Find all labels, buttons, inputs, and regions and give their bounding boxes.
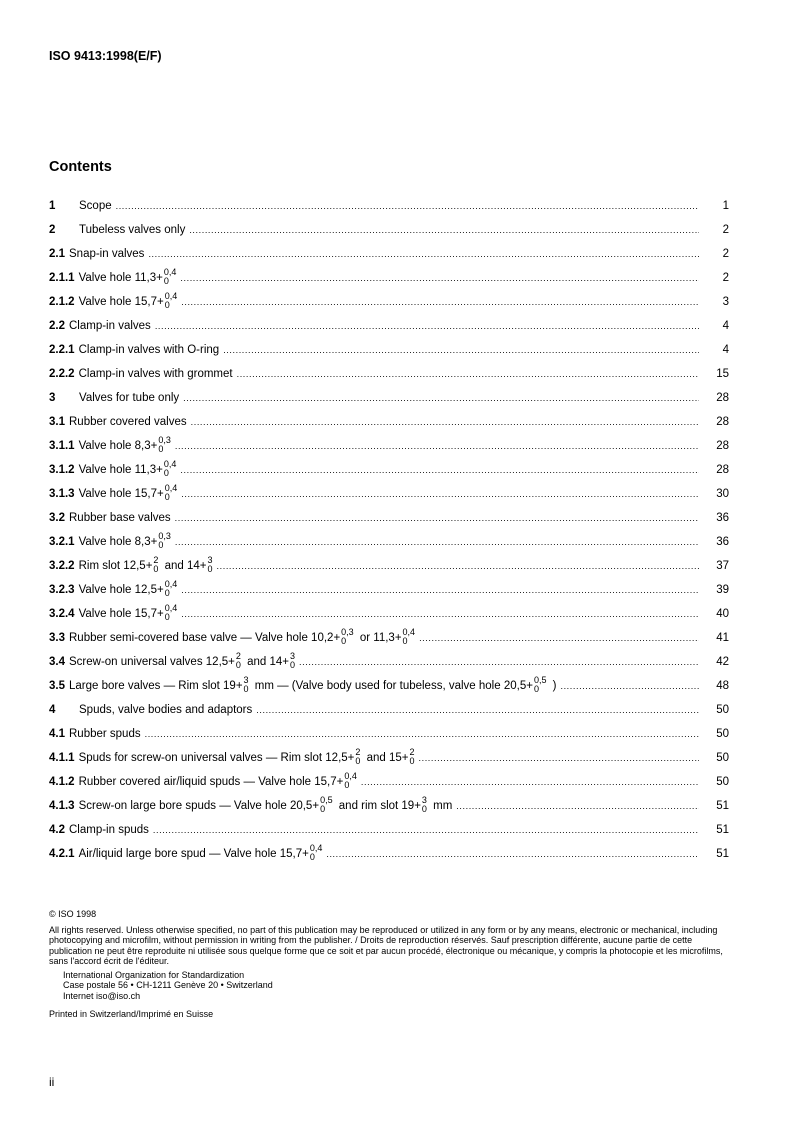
toc-entry-title-part: Clamp-in valves with grommet <box>78 368 233 380</box>
tolerance-lower: 0 <box>344 780 350 790</box>
toc-entry-number: 4.1.3 <box>49 800 75 812</box>
org-name: International Organization for Standardization <box>63 969 245 980</box>
toc-entry-number: 3.1.2 <box>49 464 75 476</box>
toc-entry-number: 3.2.3 <box>49 584 75 596</box>
tolerance-lower: 0 <box>355 756 361 766</box>
tolerance-upper: 3 <box>243 675 249 685</box>
toc-entry[interactable] <box>49 674 729 698</box>
toc-entry-number: 3 <box>49 392 56 404</box>
tolerance <box>208 556 213 574</box>
dot-leader <box>299 657 699 674</box>
toc-entry-title-part: ) <box>549 680 557 693</box>
tolerance <box>341 628 354 646</box>
tolerance-lower: 0 <box>409 756 415 766</box>
toc-entry-title-part: Valves for tube only <box>79 392 180 404</box>
tolerance-plus-sign: + <box>157 296 164 309</box>
toc-entry-title <box>79 485 178 503</box>
toc-entry-number: 4.2.1 <box>49 848 75 860</box>
toc-entry[interactable] <box>49 794 729 818</box>
tolerance-plus-sign: + <box>282 656 289 669</box>
tolerance-plus-sign: + <box>394 632 402 645</box>
tolerance-lower: 0 <box>320 804 326 814</box>
tolerance-plus-sign: + <box>347 752 355 765</box>
tolerance-upper: 3 <box>207 555 213 565</box>
toc-entry-title <box>69 824 149 836</box>
copyright-line: © ISO 1998 <box>49 909 97 919</box>
tolerance <box>164 268 177 286</box>
tolerance-lower: 0 <box>158 444 164 454</box>
toc-entry[interactable] <box>49 410 729 434</box>
toc-entry-page: 28 <box>716 464 729 476</box>
tolerance-lower: 0 <box>533 684 539 694</box>
toc-entry-number: 2.2 <box>49 320 65 332</box>
toc-entry-title <box>69 320 151 332</box>
toc-entry[interactable] <box>49 314 729 338</box>
toc-entry-title-part: Valve hole 12,5 <box>78 584 158 597</box>
tolerance-upper: 2 <box>153 555 159 565</box>
tolerance-lower: 0 <box>309 852 315 862</box>
toc-entry-title-part: Scope <box>79 200 112 212</box>
dot-leader <box>361 777 699 794</box>
tolerance <box>236 652 241 670</box>
toc-entry-number: 3.4 <box>49 656 65 668</box>
toc-entry-title-part: Snap-in valves <box>69 248 145 260</box>
toc-entry-title-part: Large bore valves — Rim slot 19 <box>69 680 236 693</box>
dot-leader <box>181 609 699 626</box>
toc-entry-title <box>79 368 233 380</box>
tolerance-plus-sign: + <box>414 800 421 813</box>
toc-entry-title <box>79 581 178 599</box>
tolerance-plus-sign: + <box>333 632 341 645</box>
rights-statement: All rights reserved. Unless otherwise specified, no part of this publication may be reproduced or utilized in any form or by any means, electronic or mechanical, including photocopying and microfilm, without permission in writing from the publisher. / Droits de reproduction réservés. Sauf prescription différente, aucune partie de cette publication ne peut être reproduite ni utilisée sous quelque forme que ce soit et par aucun procédé, électronique ou mécanique, y compris la photocopie et les microfilms, sans l'accord écrit de l'éditeur. <box>49 924 723 966</box>
toc-entry-title <box>79 749 415 767</box>
tolerance-plus-sign: + <box>157 608 164 621</box>
toc-entry-number: 3.2 <box>49 512 65 524</box>
toc-entry[interactable] <box>49 194 729 218</box>
toc-entry-title <box>69 248 144 260</box>
toc-entry-title <box>79 437 171 455</box>
tolerance <box>244 676 249 694</box>
dot-leader <box>183 393 699 410</box>
tolerance-upper: 0,4 <box>309 843 323 853</box>
toc-entry-number: 2.1.2 <box>49 296 75 308</box>
tolerance <box>310 844 323 862</box>
tolerance-upper: 3 <box>290 651 296 661</box>
toc-entry-number: 3.2.1 <box>49 536 75 548</box>
toc-entry-number: 3.1.1 <box>49 440 75 452</box>
dot-leader <box>456 801 699 818</box>
dot-leader <box>181 297 699 314</box>
dot-leader <box>175 441 699 458</box>
toc-entry-title <box>79 704 252 716</box>
toc-entry[interactable] <box>49 578 729 602</box>
toc-entry-page: 37 <box>716 560 729 572</box>
tolerance-upper: 2 <box>409 747 415 757</box>
toc-entry-page: 36 <box>716 536 729 548</box>
toc-entry-title <box>69 512 171 524</box>
toc-entry[interactable] <box>49 698 729 722</box>
toc-entry[interactable] <box>49 770 729 794</box>
toc-entry-title-part: Valve hole 8,3 <box>78 440 151 453</box>
tolerance-lower: 0 <box>164 612 170 622</box>
tolerance-plus-sign: + <box>150 440 158 453</box>
tolerance-upper: 0,4 <box>164 291 178 301</box>
tolerance <box>290 652 295 670</box>
toc-entry[interactable] <box>49 818 729 842</box>
toc-entry[interactable] <box>49 458 729 482</box>
toc-entry-page: 42 <box>716 656 729 668</box>
tolerance-lower: 0 <box>164 300 170 310</box>
dot-leader <box>326 849 699 866</box>
contents-heading: Contents <box>49 159 112 175</box>
tolerance-lower: 0 <box>421 804 427 814</box>
toc-entry-title <box>79 797 453 815</box>
toc-entry-title-part: Spuds for screw-on universal valves — Rim slot 12,5 <box>78 752 348 765</box>
tolerance-lower: 0 <box>153 564 159 574</box>
toc-entry-title-part: and 14 <box>161 560 200 573</box>
tolerance-lower: 0 <box>163 276 169 286</box>
toc-entry[interactable] <box>49 290 729 314</box>
toc-entry-page: 3 <box>722 296 729 308</box>
tolerance-upper: 0,5 <box>320 795 333 805</box>
toc-entry[interactable] <box>49 602 729 626</box>
tolerance-plus-sign: + <box>157 488 164 501</box>
tolerance-lower: 0 <box>163 468 169 478</box>
dot-leader <box>175 537 699 554</box>
toc-entry[interactable] <box>49 626 729 650</box>
toc-entry-title-part: Rubber semi-covered base valve — Valve hole 10,2 <box>69 632 334 645</box>
toc-entry[interactable] <box>49 506 729 530</box>
tolerance-plus-sign: + <box>156 272 163 285</box>
toc-entry-title-part: Valve hole 15,7 <box>78 296 158 309</box>
toc-entry-page: 40 <box>716 608 729 620</box>
toc-entry-title-part: Rubber spuds <box>69 728 141 740</box>
toc-entry-page: 41 <box>716 632 729 644</box>
tolerance <box>534 676 547 694</box>
toc-entry[interactable] <box>49 650 729 674</box>
toc-entry-page: 36 <box>716 512 729 524</box>
toc-entry-title-part: Valve hole 15,7 <box>78 488 158 501</box>
toc-entry-number: 4.1 <box>49 728 65 740</box>
toc-entry-page: 2 <box>722 248 729 260</box>
tolerance-plus-sign: + <box>157 584 164 597</box>
copyright-notice <box>49 909 729 1020</box>
page-number: ii <box>49 1075 55 1089</box>
tolerance-lower: 0 <box>243 684 249 694</box>
toc-entry-title <box>79 533 171 551</box>
toc-entry-title-part: or 11,3 <box>356 632 395 645</box>
dot-leader <box>153 825 699 842</box>
tolerance-upper: 0,4 <box>164 579 178 589</box>
toc-entry-title <box>79 557 213 575</box>
toc-entry-title-part: Screw-on large bore spuds — Valve hole 20,5 <box>78 800 313 813</box>
toc-entry-page: 51 <box>716 824 729 836</box>
toc-entry[interactable] <box>49 266 729 290</box>
tolerance-plus-sign: + <box>145 560 153 573</box>
dot-leader <box>560 681 699 698</box>
toc-entry-title-part: Rubber covered air/liquid spuds — Valve hole 15,7 <box>78 776 337 789</box>
toc-entry-title-part: Rim slot 12,5 <box>78 560 146 573</box>
tolerance <box>158 532 171 550</box>
toc-entry[interactable] <box>49 746 729 770</box>
toc-entry-title <box>79 344 220 356</box>
tolerance <box>165 292 178 310</box>
tolerance <box>422 796 427 814</box>
tolerance <box>158 436 171 454</box>
tolerance-plus-sign: + <box>150 536 158 549</box>
tolerance <box>409 748 414 766</box>
toc-entry-number: 2.1 <box>49 248 65 260</box>
tolerance-lower: 0 <box>164 492 170 502</box>
dot-leader <box>191 417 699 434</box>
dot-leader <box>419 633 699 650</box>
tolerance <box>165 484 178 502</box>
toc-entry-page: 50 <box>716 776 729 788</box>
tolerance-upper: 0,3 <box>158 435 171 445</box>
table-of-contents <box>49 194 729 866</box>
toc-entry[interactable] <box>49 722 729 746</box>
toc-entry[interactable] <box>49 362 729 386</box>
tolerance-upper: 0,4 <box>164 483 178 493</box>
tolerance-upper: 0,4 <box>344 771 357 781</box>
toc-entry-number: 3.1 <box>49 416 65 428</box>
tolerance-plus-sign: + <box>228 656 235 669</box>
tolerance-upper: 0,5 <box>533 675 547 685</box>
tolerance-lower: 0 <box>290 660 296 670</box>
toc-entry-number: 2.2.1 <box>49 344 75 356</box>
dot-leader <box>217 561 699 578</box>
toc-entry[interactable] <box>49 530 729 554</box>
dot-leader <box>180 273 699 290</box>
toc-entry-number: 3.1.3 <box>49 488 75 500</box>
toc-entry-title <box>79 605 178 623</box>
tolerance <box>165 580 178 598</box>
tolerance-plus-sign: + <box>156 464 163 477</box>
toc-entry-page: 28 <box>716 440 729 452</box>
dot-leader <box>181 585 699 602</box>
toc-entry-title <box>79 269 177 287</box>
toc-entry-title-part: Air/liquid large bore spud — Valve hole 15,7 <box>78 848 303 861</box>
tolerance-lower: 0 <box>164 588 170 598</box>
toc-entry-title-part: Screw-on universal valves 12,5 <box>69 656 229 669</box>
tolerance-plus-sign: + <box>312 800 320 813</box>
dot-leader <box>180 465 699 482</box>
tolerance-upper: 2 <box>235 651 241 661</box>
toc-entry[interactable] <box>49 218 729 242</box>
tolerance <box>153 556 158 574</box>
toc-entry-title-part: mm — (Valve body used for tubeless, valve hole 20,5 <box>251 680 527 693</box>
printed-in: Printed in Switzerland/Imprimé en Suisse <box>49 1009 214 1019</box>
toc-entry-title <box>79 224 185 236</box>
toc-entry-title-part: Clamp-in spuds <box>69 824 149 836</box>
toc-entry-number: 3.5 <box>49 680 65 692</box>
toc-entry-title <box>69 629 415 647</box>
dot-leader <box>181 489 699 506</box>
toc-entry-title <box>69 416 187 428</box>
toc-entry-title-part: Tubeless valves only <box>79 224 186 236</box>
toc-entry-page: 2 <box>722 224 729 236</box>
toc-entry-title-part: Clamp-in valves with O-ring <box>78 344 220 356</box>
toc-entry-title-part: and 15 <box>363 752 402 765</box>
toc-entry-title-part: and rim slot 19 <box>335 800 415 813</box>
toc-entry-page: 50 <box>716 752 729 764</box>
toc-entry-page: 4 <box>722 344 729 356</box>
toc-entry[interactable] <box>49 434 729 458</box>
dot-leader <box>189 225 699 242</box>
toc-entry-page: 2 <box>722 272 729 284</box>
tolerance-upper: 0,3 <box>158 531 171 541</box>
dot-leader <box>175 513 699 530</box>
toc-entry-title-part: Valve hole 8,3 <box>78 536 151 549</box>
toc-entry-page: 50 <box>716 704 729 716</box>
tolerance-upper: 3 <box>421 795 427 805</box>
toc-entry[interactable] <box>49 482 729 506</box>
tolerance-plus-sign: + <box>526 680 533 693</box>
dot-leader <box>116 201 699 218</box>
toc-entry-page: 39 <box>716 584 729 596</box>
toc-entry-page: 50 <box>716 728 729 740</box>
tolerance-upper: 2 <box>355 747 361 757</box>
toc-entry-title-part: Valve hole 15,7 <box>78 608 158 621</box>
tolerance-upper: 0,4 <box>163 267 177 277</box>
toc-entry-number: 1 <box>49 200 56 212</box>
toc-entry-title <box>79 293 178 311</box>
toc-entry-page: 4 <box>722 320 729 332</box>
toc-entry-title-part: Spuds, valve bodies and adaptors <box>79 704 253 716</box>
toc-entry-title-part: Rubber base valves <box>69 512 171 524</box>
tolerance-upper: 0,4 <box>164 603 178 613</box>
tolerance-upper: 0,4 <box>402 627 416 637</box>
toc-entry-page: 15 <box>716 368 729 380</box>
toc-entry-title <box>79 845 323 863</box>
toc-entry-number: 4.1.1 <box>49 752 75 764</box>
tolerance <box>355 748 360 766</box>
toc-entry-number: 4 <box>49 704 56 716</box>
toc-entry-page: 28 <box>716 416 729 428</box>
toc-entry-title <box>69 728 141 740</box>
toc-entry-title-part: and 14 <box>243 656 283 669</box>
toc-entry-number: 2.1.1 <box>49 272 75 284</box>
toc-entry[interactable] <box>49 338 729 362</box>
toc-entry-title-part: Valve hole 11,3 <box>78 272 157 285</box>
toc-entry-number: 3.3 <box>49 632 65 644</box>
tolerance <box>344 772 357 790</box>
tolerance <box>403 628 416 646</box>
toc-entry-page: 1 <box>722 200 729 212</box>
tolerance-plus-sign: + <box>302 848 309 861</box>
tolerance-lower: 0 <box>235 660 241 670</box>
tolerance <box>320 796 333 814</box>
dot-leader <box>148 249 699 266</box>
tolerance <box>165 604 178 622</box>
dot-leader <box>419 753 700 770</box>
tolerance-lower: 0 <box>158 540 164 550</box>
document-header: ISO 9413:1998(E/F) <box>49 49 162 63</box>
dot-leader <box>237 369 699 386</box>
toc-entry-title-part: mm <box>429 800 453 813</box>
tolerance-lower: 0 <box>341 636 347 646</box>
toc-entry[interactable] <box>49 842 729 866</box>
tolerance-lower: 0 <box>402 636 408 646</box>
org-address: Case postale 56 • CH-1211 Genève 20 • Switzerland <box>63 980 273 990</box>
toc-entry-page: 28 <box>716 392 729 404</box>
tolerance-plus-sign: + <box>235 680 243 693</box>
toc-entry-number: 4.2 <box>49 824 65 836</box>
toc-entry[interactable] <box>49 386 729 410</box>
toc-entry-title-part: Valve hole 11,3 <box>78 464 157 477</box>
toc-entry[interactable] <box>49 242 729 266</box>
toc-entry-number: 2.2.2 <box>49 368 75 380</box>
toc-entry-title <box>69 653 295 671</box>
tolerance-lower: 0 <box>207 564 213 574</box>
toc-entry-page: 51 <box>716 848 729 860</box>
toc-entry-page: 48 <box>716 680 729 692</box>
org-internet: Internet iso@iso.ch <box>63 990 141 1001</box>
tolerance-plus-sign: + <box>199 560 207 573</box>
toc-entry-number: 3.2.2 <box>49 560 75 572</box>
tolerance-plus-sign: + <box>336 776 344 789</box>
toc-entry[interactable] <box>49 554 729 578</box>
dot-leader <box>145 729 699 746</box>
toc-entry-title <box>79 200 112 212</box>
toc-entry-number: 3.2.4 <box>49 608 75 620</box>
toc-entry-title <box>79 773 357 791</box>
toc-entry-title <box>79 461 177 479</box>
dot-leader <box>256 705 699 722</box>
toc-entry-page: 30 <box>716 488 729 500</box>
toc-entry-page: 51 <box>716 800 729 812</box>
tolerance-upper: 0,4 <box>163 459 177 469</box>
toc-entry-title <box>69 677 556 695</box>
toc-entry-title-part: Rubber covered valves <box>69 416 187 428</box>
toc-entry-number: 2 <box>49 224 56 236</box>
tolerance <box>164 460 177 478</box>
tolerance-plus-sign: + <box>401 752 409 765</box>
toc-entry-title <box>79 392 179 404</box>
toc-entry-number: 4.1.2 <box>49 776 75 788</box>
toc-entry-title-part: Clamp-in valves <box>69 320 151 332</box>
tolerance-upper: 0,3 <box>341 627 354 637</box>
dot-leader <box>223 345 699 362</box>
dot-leader <box>155 321 699 338</box>
